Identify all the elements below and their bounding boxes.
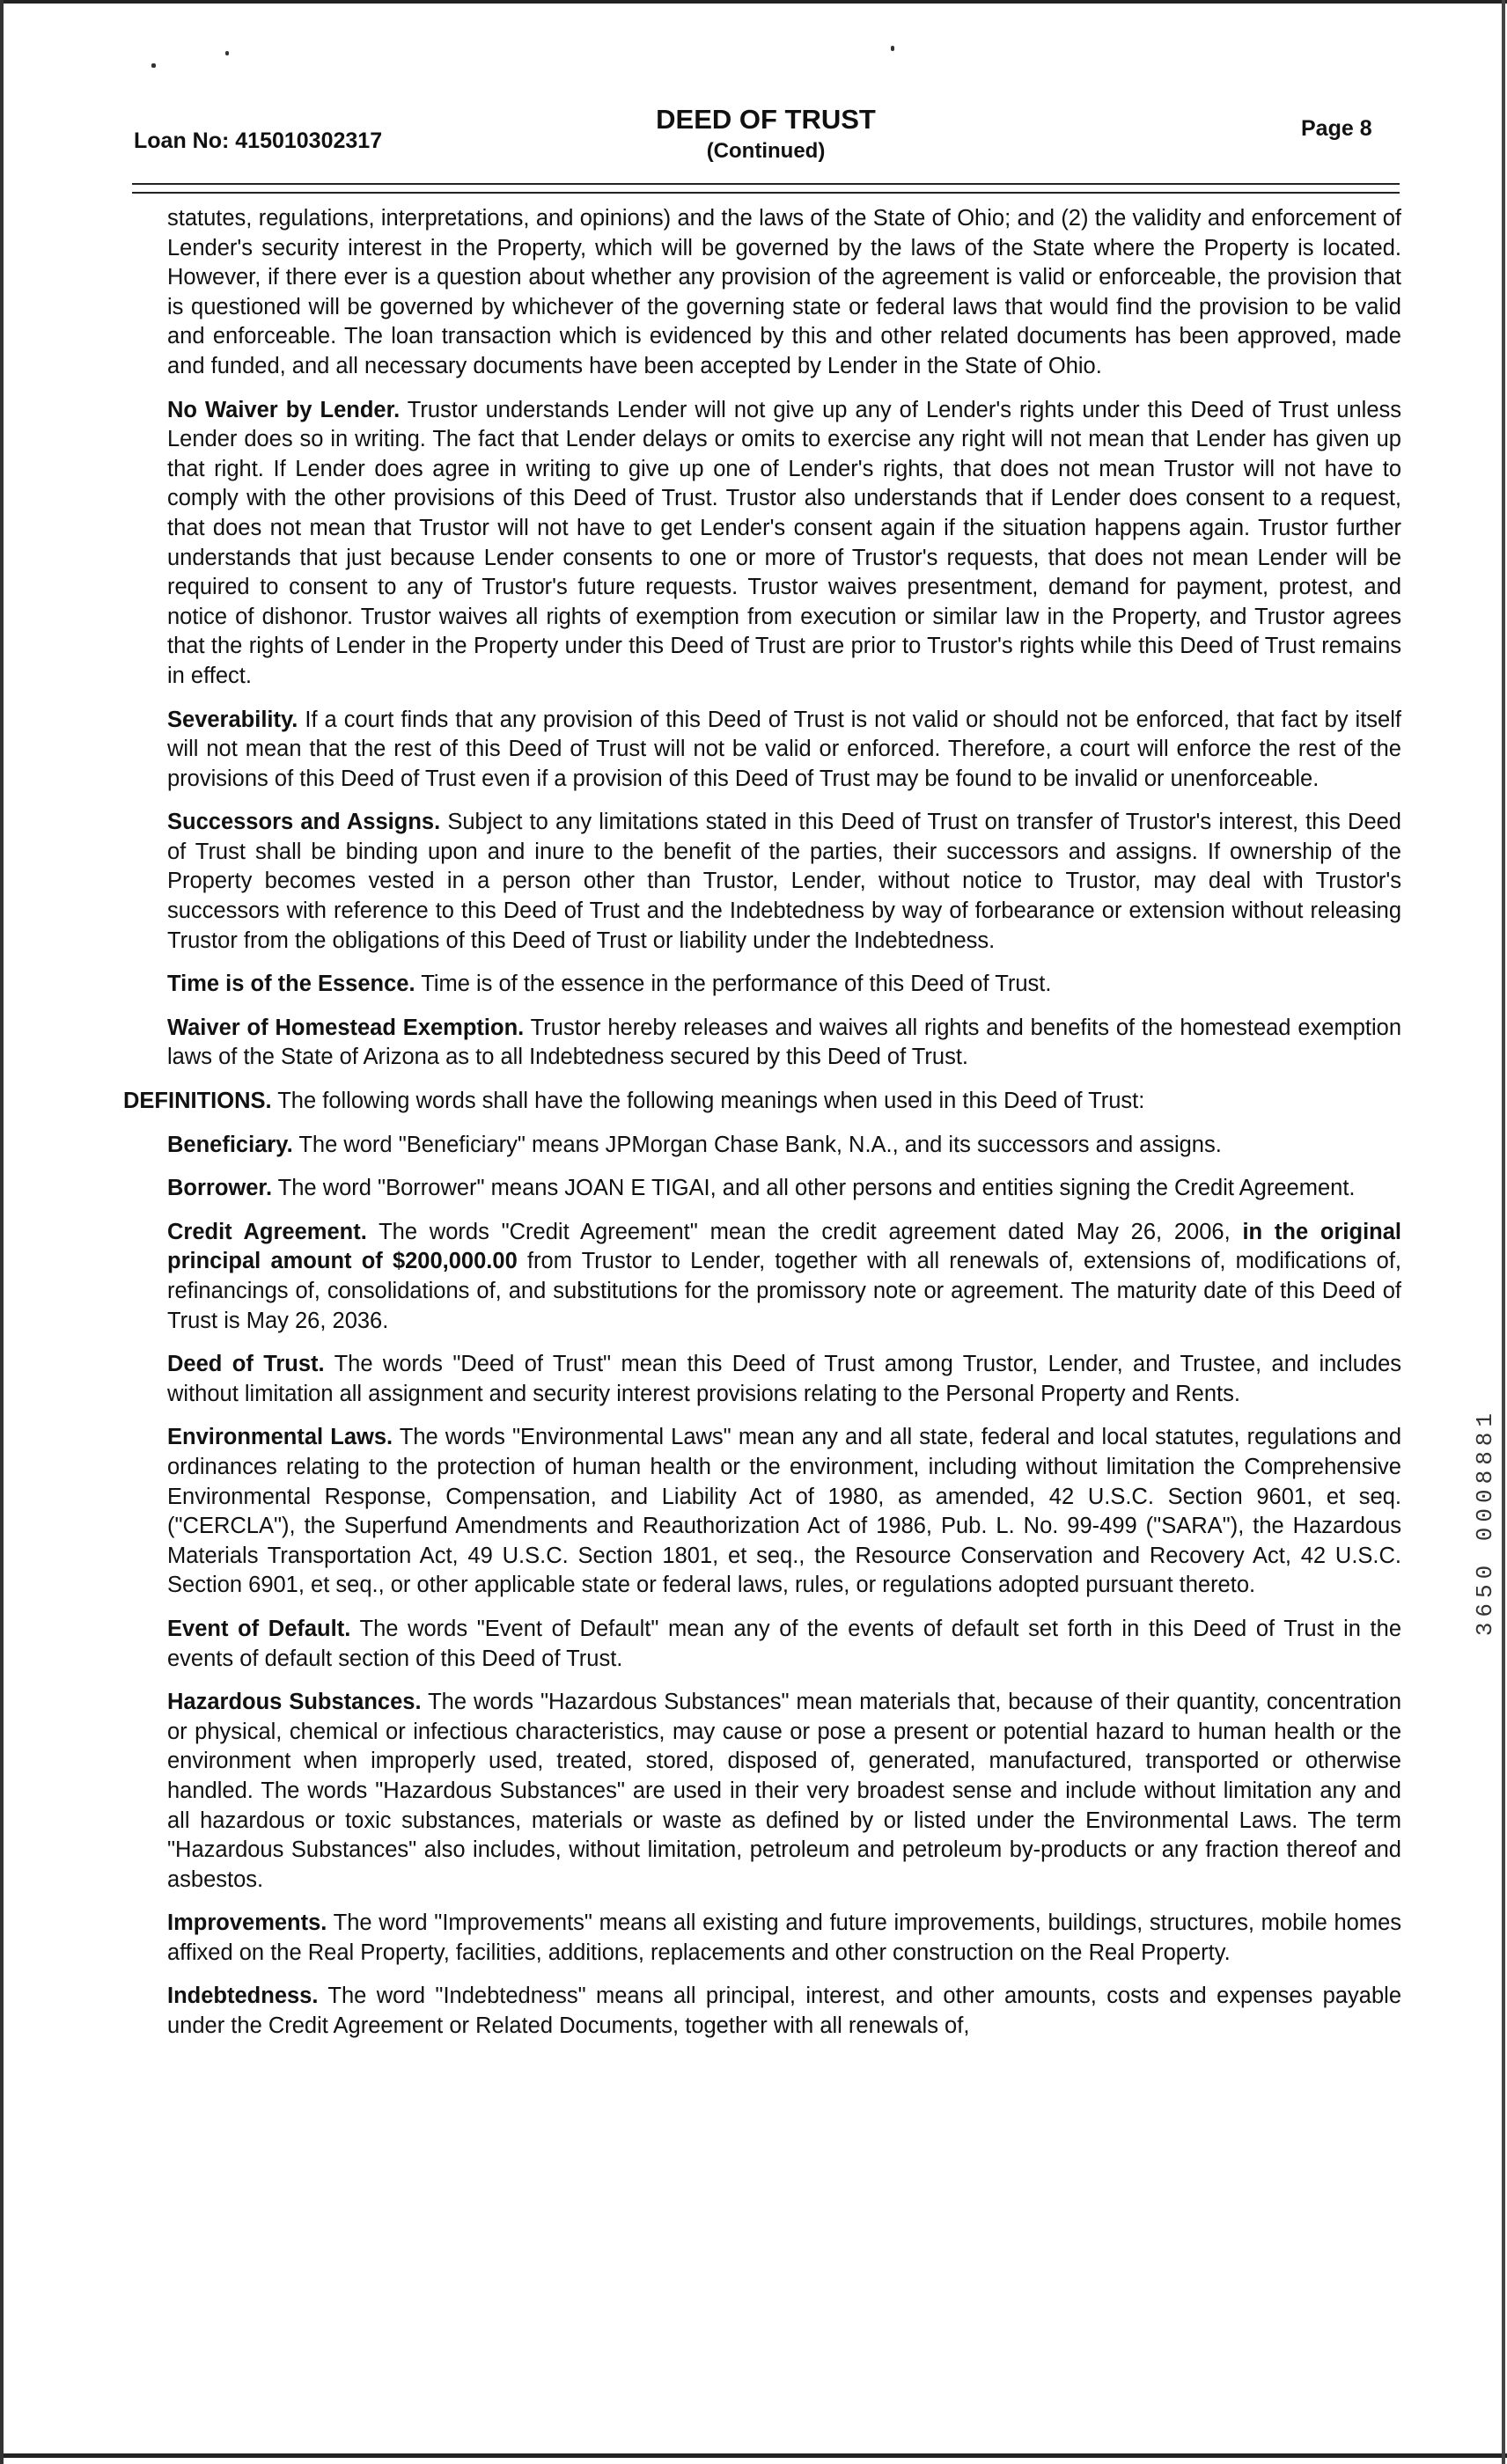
document-body: [123, 204, 1402, 2056]
definition-text: The word "Beneficiary" means JPMorgan Chase Bank, N.A., and its successors and assigns.: [298, 1132, 1222, 1157]
scan-speck: [225, 51, 229, 55]
header-rule-bottom: [132, 192, 1400, 194]
successors-heading: Successors and Assigns.: [167, 810, 441, 835]
scan-speck: [151, 63, 156, 68]
definition-environmental-laws: [167, 1423, 1401, 1601]
definition-term: Beneficiary.: [167, 1132, 293, 1157]
definitions-heading: DEFINITIONS.: [123, 1089, 272, 1114]
successors-text: Subject to any limitations stated in this Deed of Trust on transfer of Trustor's interest, this Deed of Trust shall be binding upon and inure to the benefit of the parties, their successors and assigns. If ownership of the Property becomes vested in a person other than Trustor, Lender, without notice to Trustor, may deal with Trustor's successors with reference to this Deed of Trust and the Indebtedness by way of forbearance or extension without releasing Trustor from the obligations of this Deed of Trust or liability under the Indebtedness.: [167, 810, 1401, 953]
definition-term: Credit Agreement.: [167, 1219, 367, 1244]
definition-text: The words "Credit Agreement" mean the credit agreement dated May 26, 2006,: [379, 1219, 1231, 1244]
definition-term: Event of Default.: [167, 1616, 351, 1641]
definition-text: from Trustor to Lender, together with all renewals of, extensions of, modifications of, refinancings of, consolidations of, and substitutions for the promissory note or agreement. The maturity date of this Deed of Trust is May 26, 2036.: [167, 1249, 1401, 1333]
severability-heading: Severability.: [167, 707, 298, 732]
document-subtitle: (Continued): [706, 139, 826, 163]
document-title: DEED OF TRUST: [656, 104, 876, 135]
document-heading: [581, 104, 951, 164]
definition-text: The word "Indebtedness" means all principal, interest, and other amounts, costs and expenses payable under the Credit Agreement or Related Documents, together with all renewals of,: [167, 1984, 1402, 2039]
definition-text: The words "Event of Default" mean any of the events of default set forth in this Deed of Trust in the events of default section of this Deed of Trust.: [167, 1616, 1402, 1671]
definitions-intro: [123, 1087, 1401, 1117]
definition-beneficiary: [167, 1131, 1401, 1161]
scan-left-edge: [0, 0, 4, 2464]
time-essence-heading: Time is of the Essence.: [167, 972, 415, 997]
scan-bottom-edge: [0, 2453, 1507, 2458]
scan-right-edge: [1502, 0, 1505, 2464]
time-essence-text: Time is of the essence in the performance of this Deed of Trust.: [421, 972, 1052, 997]
no-waiver-paragraph: [167, 396, 1401, 692]
definition-indebtedness: [167, 1982, 1401, 2041]
definition-hazardous-substances: [167, 1688, 1401, 1895]
definition-credit-agreement: [167, 1218, 1401, 1336]
homestead-paragraph: [167, 1014, 1401, 1073]
definition-text: The words "Deed of Trust" mean this Deed of Trust among Trustor, Lender, and Trustee, and includes without limitation all assignment and security interest provisions relating to the Personal Property and Rents.: [167, 1352, 1401, 1406]
no-waiver-heading: No Waiver by Lender.: [167, 397, 401, 422]
definitions-intro-text: The following words shall have the following meanings when used in this Deed of Trust:: [277, 1089, 1145, 1114]
severability-paragraph: [167, 706, 1401, 795]
definition-borrower: [167, 1174, 1401, 1204]
definition-term: Hazardous Substances.: [167, 1690, 422, 1715]
loan-number: Loan No: 415010302317: [134, 128, 383, 153]
definition-text: The words "Hazardous Substances" mean materials that, because of their quantity, concentration or physical, chemical or infectious characteristics, may cause or pose a present or potential hazard to human health or the environment when improperly used, treated, stored, disposed of, generated, manufactured, transported or otherwise handled. The words "Hazardous Substances" are used in their very broadest sense and include without limitation any and all hazardous or toxic substances, materials or waste as defined by or listed under the Environmental Laws. The term "Hazardous Substances" also includes, without limitation, petroleum and petroleum by-products or any fraction thereof and asbestos.: [167, 1690, 1402, 1892]
definition-text: The words "Environmental Laws" mean any and all state, federal and local statutes, regulations and ordinances relating to the protection of human health or the environment, including without limitation the Comprehensive Environmental Response, Compensation, and Liability Act of 1980, as amended, 42 U.S.C. Section 9601, et seq. ("CERCLA"), the Superfund Amendments and Reauthorization Act of 1986, Pub. L. No. 99-499 ("SARA"), the Hazardous Materials Transportation Act, 49 U.S.C. Section 1801, et seq., the Resource Conservation and Recovery Act, 42 U.S.C. Section 6901, et seq., or other applicable state or federal laws, rules, or regulations adopted pursuant thereto.: [167, 1425, 1402, 1598]
definition-term: Environmental Laws.: [167, 1425, 393, 1450]
margin-recording-number: 3650 0008881: [1472, 1408, 1498, 1637]
definition-term: Deed of Trust.: [167, 1352, 325, 1377]
time-essence-paragraph: [167, 970, 1401, 1000]
governing-law-paragraph: statutes, regulations, interpretations, and opinions) and the laws of the State of Ohio; and (2) the validity and enforcement of Lender's security interest in the Property, which will be governed by the laws of the State where the Property is located. However, if there ever is a question about whether any provision of the agreement is valid or enforceable, the provision that is questioned will be governed by whichever of the governing state or federal laws that would find the provision to be valid and enforceable. The loan transaction which is evidenced by this and other related documents has been approved, made and funded, and all necessary documents have been accepted by Lender in the State of Ohio.: [167, 206, 1401, 378]
definition-term: Indebtedness.: [167, 1984, 319, 2009]
definition-deed-of-trust: [167, 1350, 1401, 1409]
header-rule-top: [132, 183, 1400, 185]
homestead-text: Trustor hereby releases and waives all rights and benefits of the homestead exemption laws of the State of Arizona as to all Indebtedness secured by this Deed of Trust.: [167, 1015, 1402, 1070]
successors-paragraph: [167, 808, 1401, 956]
definition-improvements: [167, 1909, 1401, 1968]
definition-term: Improvements.: [167, 1910, 327, 1936]
scan-top-edge: [0, 0, 1507, 4]
definition-event-of-default: [167, 1615, 1401, 1674]
severability-text: If a court finds that any provision of this Deed of Trust is not valid or should not be enforced, that fact by itself will not mean that the rest of this Deed of Trust will not be valid or enforced. Therefore, a court will enforce the rest of the provisions of this Deed of Trust even if a provision of this Deed of Trust may be found to be invalid or unenforceable.: [167, 707, 1401, 791]
definition-text: The word "Improvements" means all existing and future improvements, buildings, structures, mobile homes affixed on the Real Property, facilities, additions, replacements and other construction on the Real Property.: [167, 1910, 1402, 1965]
homestead-heading: Waiver of Homestead Exemption.: [167, 1015, 525, 1040]
page-number: Page 8: [1301, 116, 1372, 141]
definition-text: The word "Borrower" means JOAN E TIGAI, and all other persons and entities signing the Credit Agreement.: [277, 1176, 1356, 1201]
scan-speck: [891, 46, 894, 51]
principal-amount-text: in the original principal amount of $200,000.00: [167, 1219, 1402, 1274]
no-waiver-text: Trustor understands Lender will not give up any of Lender's rights under this Deed of Trust unless Lender does so in writing. The fact that Lender delays or omits to exercise any right will not mean that Lender has given up that right. If Lender does agree in writing to give up one of Lender's rights, that does not mean Trustor will not have to comply with the other provisions of this Deed of Trust. Trustor also understands that if Lender does consent to a request, that does not mean that Trustor will not have to get Lender's consent again if the situation happens again. Trustor further understands that just because Lender consents to one or more of Trustor's requests, that does not mean Lender will be required to consent to any of Trustor's future requests. Trustor waives presentment, demand for payment, protest, and notice of dishonor. Trustor waives all rights of exemption from execution or similar law in the Property, and Trustor agrees that the rights of Lender in the Property under this Deed of Trust are prior to Trustor's rights while this Deed of Trust remains in effect.: [167, 397, 1402, 688]
definition-term: Borrower.: [167, 1176, 273, 1201]
